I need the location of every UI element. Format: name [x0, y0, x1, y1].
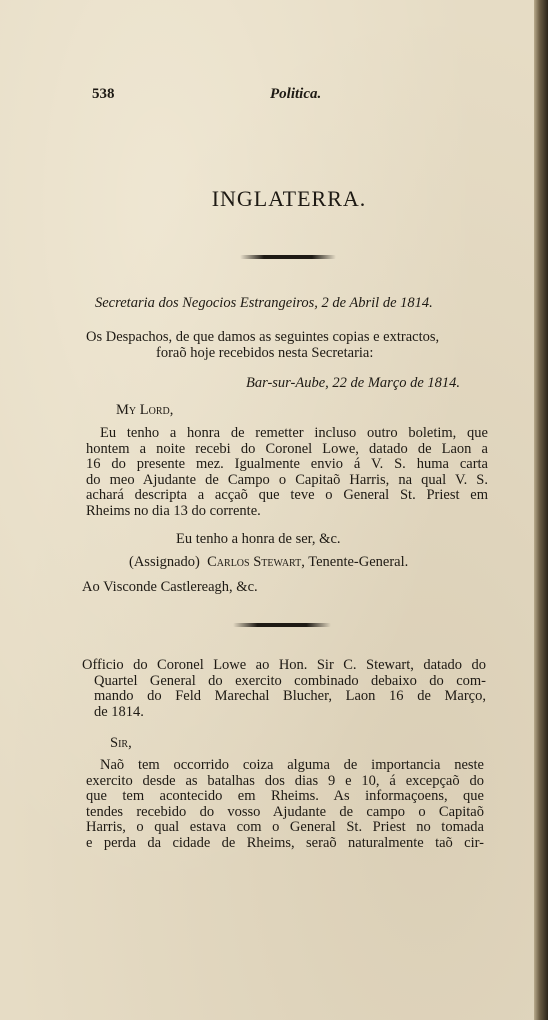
- letter1-body-line: do meo Ajudante de Campo o Capitaõ Harris, na qual V. S.: [86, 471, 488, 488]
- section-title: INGLATERRA.: [211, 186, 367, 211]
- letter2-body-line: tendes recebido do vosso Ajudante de campo o Capitaõ: [86, 803, 484, 820]
- letter1-body-line: hontem a noite recebi do Coronel Lowe, datado de Laon a: [86, 440, 488, 457]
- letter2-body-line: que tem acontecido em Rheims. As informaçoens, que: [86, 788, 484, 805]
- letter2-heading-line: Quartel General do exercito combinado debaixo do com-: [94, 672, 486, 689]
- letter2-body-line: exercito desde as batalhas dos dias 9 e 10, á excepçaõ do: [86, 772, 484, 789]
- letter1-addressee: Ao Visconde Castlereagh, &c.: [82, 579, 258, 595]
- intro-line-2: foraõ hoje recebidos nesta Secretaria:: [156, 345, 374, 361]
- letter1-body-line: Eu tenho a honra de remetter incluso outro boletim, que: [100, 425, 488, 441]
- book-gutter: [534, 0, 548, 1020]
- letter1-signature: [129, 553, 408, 571]
- page-header: [92, 86, 488, 110]
- page-number: 538: [92, 86, 115, 102]
- letter1-salutation: My Lord,: [116, 402, 174, 418]
- letter2-body-line: e perda da cidade de Rheims, seraõ naturalmente taõ cir-: [86, 834, 484, 851]
- letter2-salutation: Sir,: [110, 735, 132, 751]
- intro-line-1: Os Despachos, de que damos as seguintes copias e extractos,: [86, 329, 440, 345]
- letter2-body: [86, 758, 484, 852]
- signed-prefix: (Assignado): [129, 554, 200, 570]
- running-head: Politica.: [270, 86, 322, 102]
- letter2-body-line: Harris, o qual estava com o General St. Priest no tomada: [86, 819, 484, 836]
- ornamental-rule: [240, 255, 336, 259]
- dateline: Secretaria dos Negocios Estrangeiros, 2 de Abril de 1814.: [95, 295, 433, 311]
- letter2-heading-line: mando do Feld Marechal Blucher, Laon 16 de Março,: [94, 688, 486, 705]
- letter1-body-line: Rheims no dia 13 do corrente.: [86, 502, 261, 519]
- letter1-body: [86, 426, 488, 520]
- signed-name: Carlos Stewart: [207, 554, 302, 570]
- letter1-closing: Eu tenho a honra de ser, &c.: [176, 531, 341, 547]
- letter2-heading: [82, 658, 486, 720]
- letter1-body-line: achará descripta a acçaõ que teve o General St. Priest em: [86, 487, 488, 504]
- letter2-heading-line: de 1814.: [94, 703, 144, 720]
- ornamental-rule: [233, 623, 331, 627]
- letter1-place-date: Bar-sur-Aube, 22 de Março de 1814.: [246, 375, 461, 391]
- letter1-body-line: 16 do presente mez. Igualmente envio á V. S. huma carta: [86, 456, 488, 473]
- letter2-body-line: Naõ tem occorrido coiza alguma de importancia neste: [100, 757, 484, 773]
- letter2-heading-line: Officio do Coronel Lowe ao Hon. Sir C. Stewart, datado do: [82, 657, 486, 673]
- signed-title: , Tenente-General.: [301, 554, 409, 570]
